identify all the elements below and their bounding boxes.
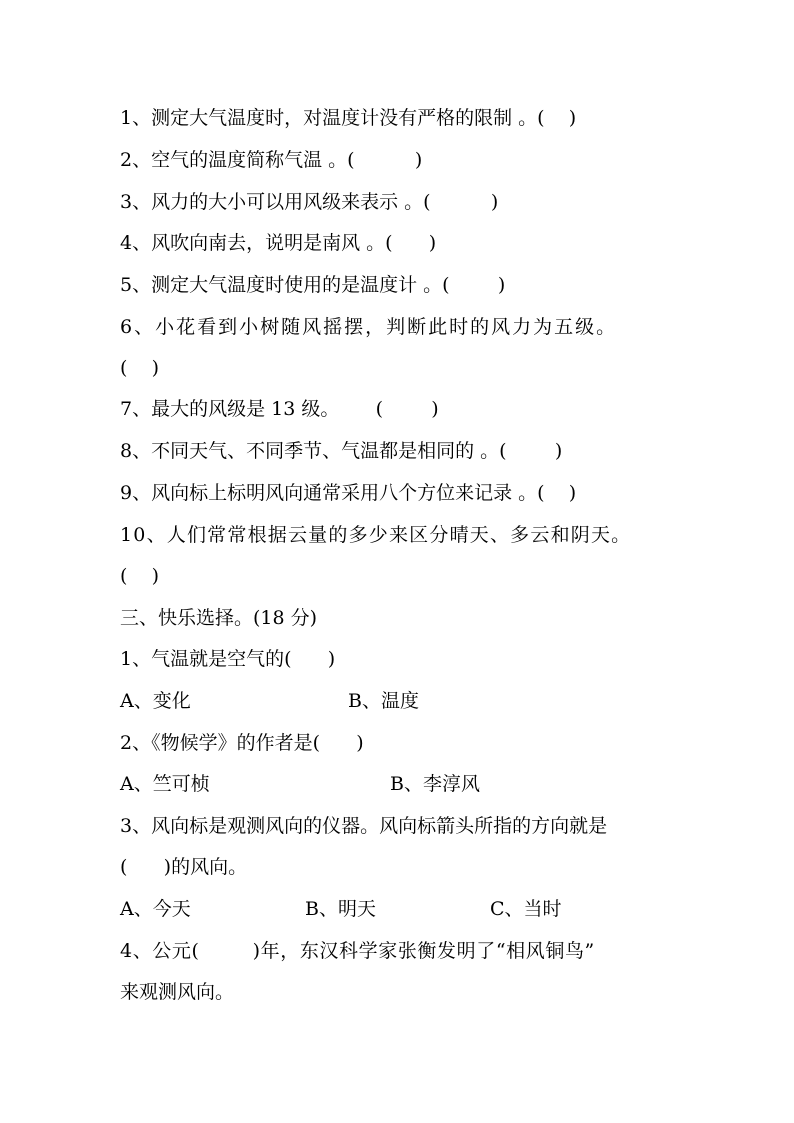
choice-q3-option-b: B、明天 (305, 898, 376, 920)
judgement-item-10-bracket: ( ) (120, 565, 159, 587)
choice-q3-stem-line2: ( )的风向。 (120, 856, 248, 878)
choice-q3-option-c: C、当时 (490, 898, 562, 920)
choice-q1-stem: 1、气温就是空气的( ) (120, 648, 336, 670)
judgement-item-8: 8、不同天气、不同季节、气温都是相同的 。( ) (120, 440, 563, 462)
judgement-item-2: 2、空气的温度简称气温 。( ) (120, 149, 423, 171)
choice-q2-option-a: A、竺可桢 (120, 773, 210, 795)
choice-q3-option-a: A、今天 (120, 898, 191, 920)
judgement-item-6-bracket: ( ) (120, 357, 159, 379)
choice-q3-stem-line1: 3、风向标是观测风向的仪器。风向标箭头所指的方向就是 (120, 815, 608, 837)
judgement-item-5: 5、测定大气温度时使用的是温度计 。( ) (120, 274, 506, 296)
choice-q2-stem: 2、《物候学》的作者是( ) (120, 732, 364, 754)
judgement-item-4: 4、风吹向南去，说明是南风 。( ) (120, 232, 437, 254)
choice-q4-stem-line1: 4、公元( )年，东汉科学家张衡发明了“相风铜鸟” (120, 940, 595, 962)
section-title-choice: 三、快乐选择。(18 分) (120, 607, 318, 629)
judgement-item-7: 7、最大的风级是 13 级。 ( ) (120, 398, 439, 420)
judgement-item-3: 3、风力的大小可以用风级来表示 。( ) (120, 191, 499, 213)
judgement-item-10: 10、人们常常根据云量的多少来区分晴天、多云和阴天。 (120, 524, 632, 546)
judgement-item-9: 9、风向标上标明风向通常采用八个方位来记录 。( ) (120, 482, 577, 504)
choice-q4-stem-line2: 来观测风向。 (120, 981, 235, 1003)
choice-q1-option-b: B、温度 (348, 690, 419, 712)
judgement-item-1: 1、测定大气温度时，对温度计没有严格的限制 。( ) (120, 107, 577, 129)
choice-q1-option-a: A、变化 (120, 690, 191, 712)
choice-q2-option-b: B、李淳风 (390, 773, 480, 795)
judgement-item-6: 6、小花看到小树随风摇摆，判断此时的风力为五级。 (120, 316, 618, 338)
